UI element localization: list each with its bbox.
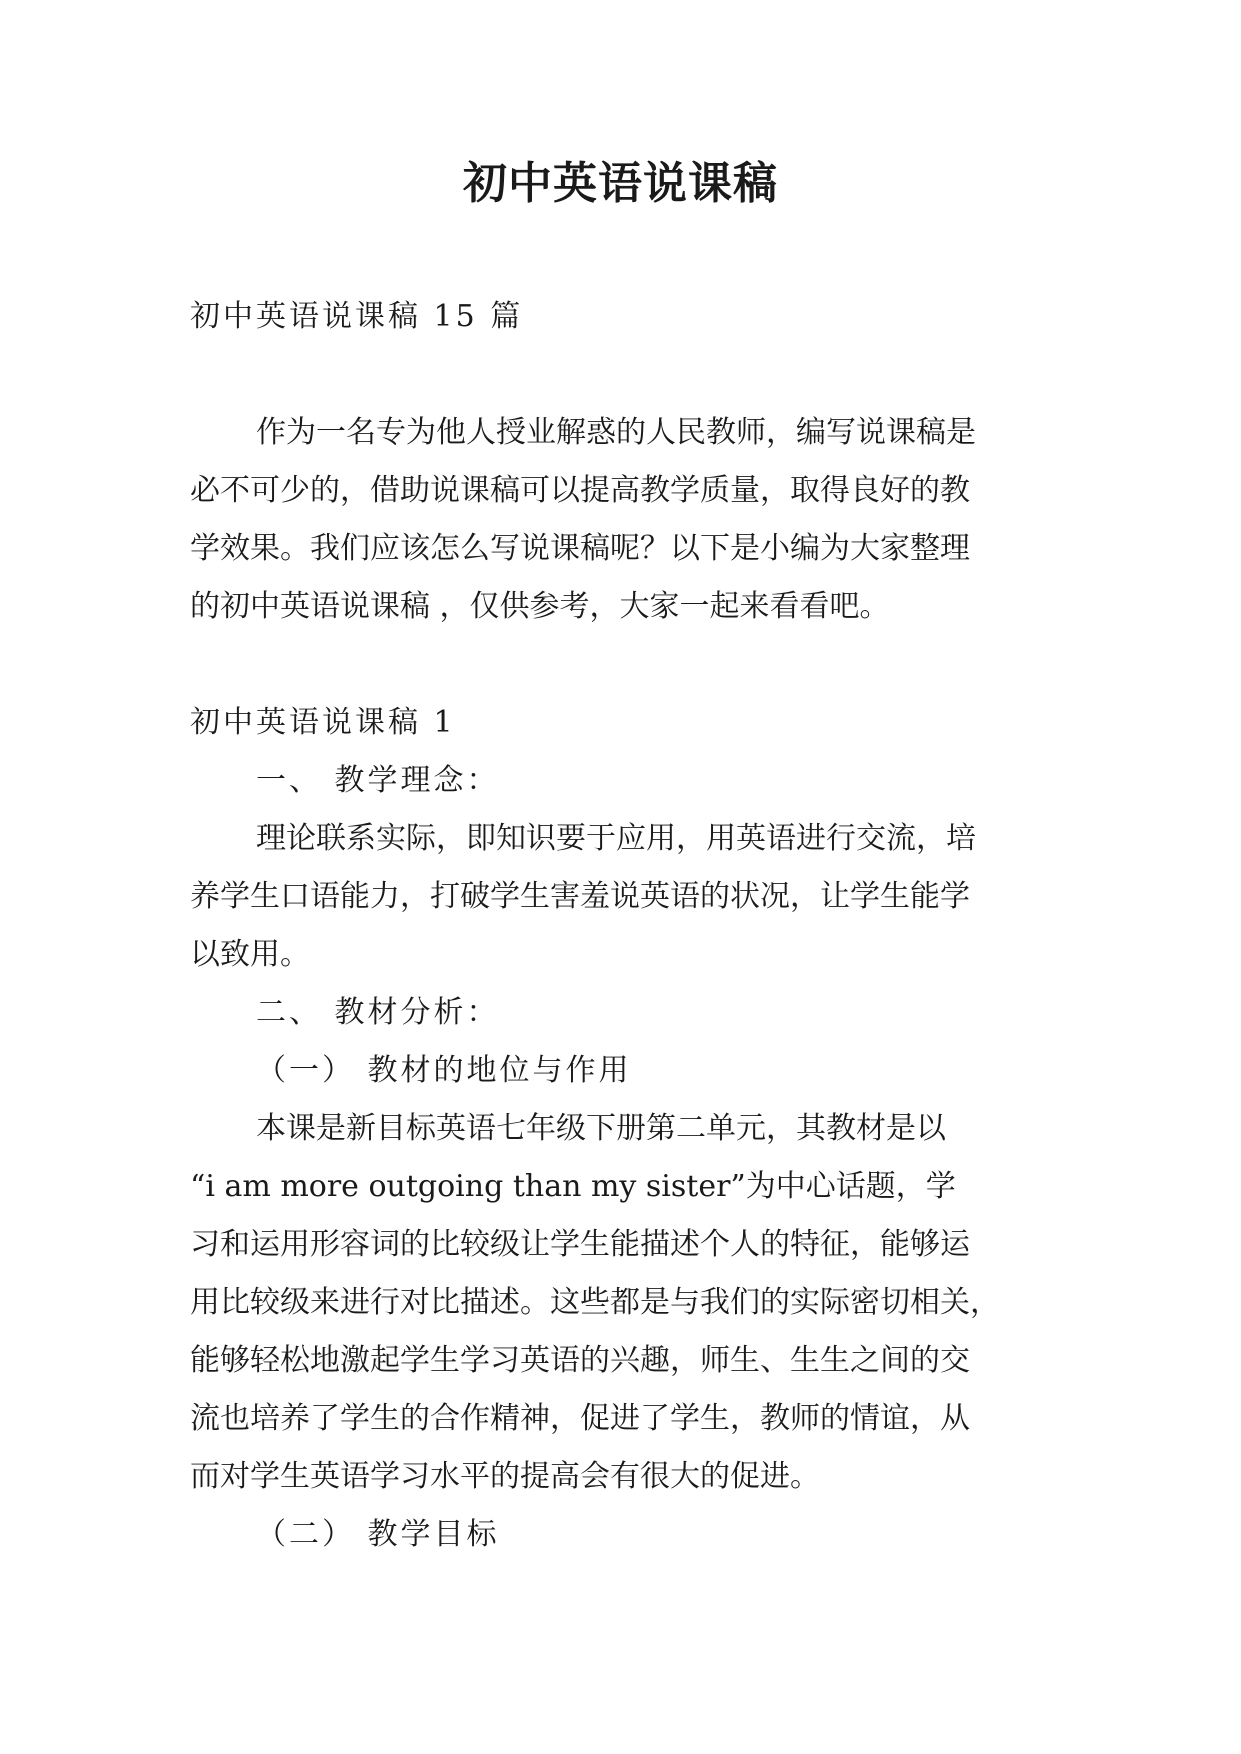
subsection-heading: （二） 教学目标 [256, 1517, 500, 1552]
document-subtitle: 初中英语说课稿 15 篇 [190, 299, 524, 334]
paragraph-line: 习和运用形容词的比较级让学生能描述个人的特征，能够运 [190, 1227, 970, 1262]
section-heading: 初中英语说课稿 1 [190, 705, 456, 740]
item1-paragraph [190, 810, 1056, 984]
paragraph-line: 以致用。 [190, 937, 310, 972]
paragraph-line: 的初中英语说课稿 ，仅供参考，大家一起来看看吧。 [190, 589, 890, 624]
paragraph-line: 而对学生英语学习水平的提高会有很大的促进。 [190, 1459, 820, 1494]
paragraph-line: 学效果。我们应该怎么写说课稿呢？以下是小编为大家整理 [190, 531, 970, 566]
paragraph-line: 作为一名专为他人授业解惑的人民教师，编写说课稿是 [256, 415, 976, 450]
paragraph-line: 本课是新目标英语七年级下册第二单元，其教材是以 [256, 1111, 946, 1146]
paragraph-line: 理论联系实际，即知识要于应用，用英语进行交流，培 [256, 821, 976, 856]
paragraph-line: 能够轻松地激起学生学习英语的兴趣，师生、生生之间的交 [190, 1343, 970, 1378]
subsection-heading: （一） 教材的地位与作用 [256, 1053, 632, 1088]
paragraph-line: 养学生口语能力，打破学生害羞说英语的状况，让学生能学 [190, 879, 970, 914]
item-heading: 一、 教学理念： [256, 763, 500, 798]
paragraph-line: 用比较级来进行对比描述。这些都是与我们的实际密切相关， [190, 1285, 1000, 1320]
paragraph-line: “i am more outgoing than my sister”为中心话题，学 [190, 1169, 956, 1204]
paragraph-line: 必不可少的，借助说课稿可以提高教学质量，取得良好的教 [190, 473, 970, 508]
intro-paragraph [190, 404, 1056, 636]
sub1-paragraph [190, 1100, 1056, 1506]
paragraph-line: 流也培养了学生的合作精神，促进了学生，教师的情谊，从 [190, 1401, 970, 1436]
document-body [190, 288, 1056, 1564]
document-title: 初中英语说课稿 [463, 158, 778, 209]
item-heading: 二、 教材分析： [256, 995, 500, 1030]
